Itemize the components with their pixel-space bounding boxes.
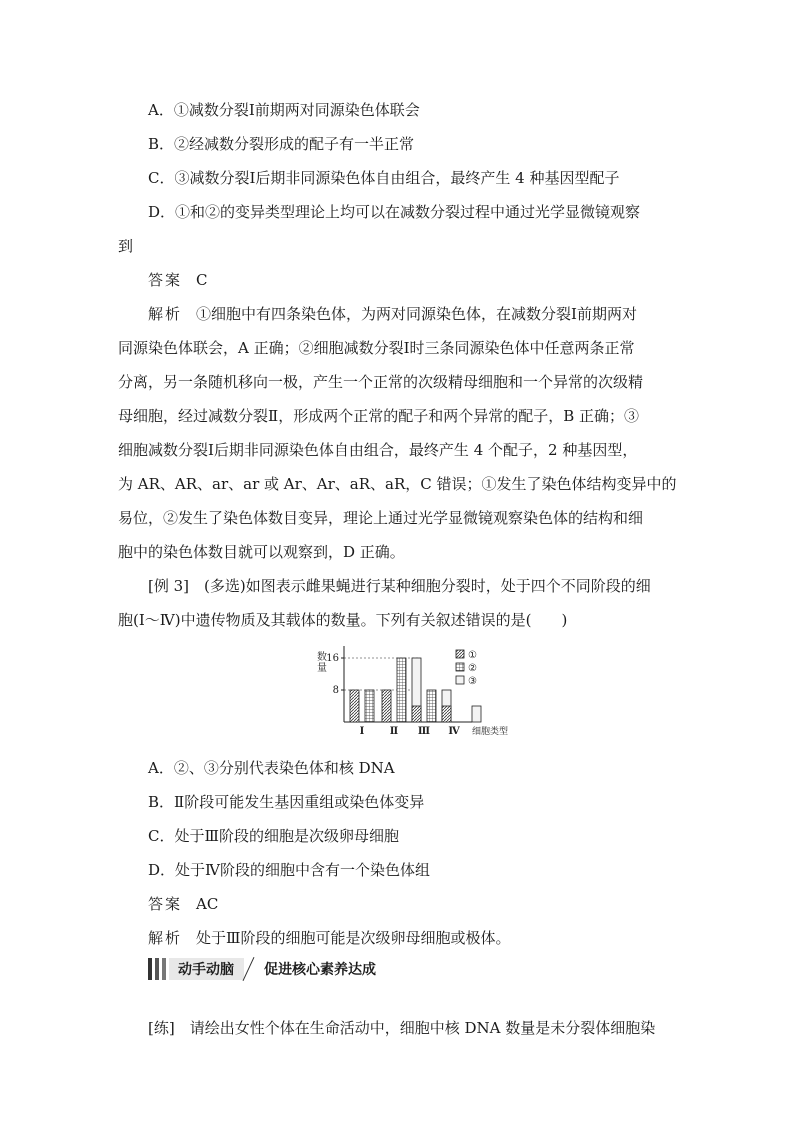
q2-analysis-line-2: 同源染色体联会，A 正确；②细胞减数分裂Ⅰ时三条同源染色体中任意两条正常 xyxy=(118,339,635,357)
q2-option-d-cont: 到 xyxy=(118,237,134,255)
x-tick-label: Ⅲ xyxy=(417,726,431,737)
x-tick-label: Ⅱ xyxy=(389,726,399,737)
q2-option-d: D．①和②的变异类型理论上均可以在减数分裂过程中通过光学显微镜观察 xyxy=(148,203,641,221)
bar xyxy=(382,690,391,722)
bar xyxy=(442,706,451,722)
q3-option-d: D．处于Ⅳ阶段的细胞中含有一个染色体组 xyxy=(148,861,431,879)
banner-label: 动手动脑 xyxy=(178,962,234,978)
bar xyxy=(427,690,436,722)
legend-swatch xyxy=(456,676,464,684)
analysis-text: ①细胞中有四条染色体，为两对同源染色体，在减数分裂Ⅰ前期两对 xyxy=(196,305,637,323)
q2-analysis-line-6: 为 AR、AR、ar、ar 或 Ar、Ar、aR、aR，C 错误；①发生了染色体结构变异中的 xyxy=(118,475,677,493)
q2-analysis-line-4: 母细胞，经过减数分裂Ⅱ，形成两个正常的配子和两个异常的配子，B 正确；③ xyxy=(118,407,639,425)
q2-analysis-line-7: 易位，②发生了染色体数目变异，理论上通过光学显微镜观察染色体的结构和细 xyxy=(118,509,644,527)
q2-answer xyxy=(148,270,208,290)
q2-analysis-line-5: 细胞减数分裂Ⅰ后期非同源染色体自由组合，最终产生 4 个配子，2 种基因型， xyxy=(118,441,638,459)
q2-option-c: C．③减数分裂Ⅰ后期非同源染色体自由组合，最终产生 4 种基因型配子 xyxy=(148,169,620,187)
analysis-text: 处于Ⅲ阶段的细胞可能是次级卵母细胞或极体。 xyxy=(196,929,511,947)
answer-value: C xyxy=(196,271,208,289)
q3-option-b: B．Ⅱ阶段可能发生基因重组或染色体变异 xyxy=(148,793,425,811)
q2-analysis-line-1 xyxy=(148,304,637,324)
banner-text: 促进核心素养达成 xyxy=(264,962,376,978)
legend-label: ③ xyxy=(468,676,477,687)
banner-divider xyxy=(244,958,258,980)
bar xyxy=(365,690,374,722)
q3-stem-line-1: [例 3] (多选)如图表示雌果蝇进行某种细胞分裂时，处于四个不同阶段的细 xyxy=(148,577,651,595)
y-tick-label: 8 xyxy=(332,685,339,696)
legend-label: ② xyxy=(468,663,477,674)
legend-label: ① xyxy=(468,650,477,661)
section-banner xyxy=(148,958,376,980)
bar xyxy=(397,658,406,722)
banner-label-box xyxy=(148,958,244,980)
bar-chart xyxy=(300,640,530,740)
bar xyxy=(472,706,481,722)
q2-analysis-line-3: 分离，另一条随机移向一极，产生一个正常的次级精母细胞和一个异常的次级精 xyxy=(118,373,644,391)
y-tick-label: 16 xyxy=(326,653,339,664)
analysis-label: 解析 xyxy=(148,929,183,947)
legend-swatch xyxy=(456,663,464,671)
x-axis-label: 细胞类型 xyxy=(472,727,509,737)
analysis-label: 解析 xyxy=(148,305,183,323)
legend-swatch xyxy=(456,650,464,658)
practice-line: [练] 请绘出女性个体在生命活动中，细胞中核 DNA 数量是未分裂体细胞染 xyxy=(148,1019,656,1037)
answer-label: 答案 xyxy=(148,895,183,913)
q2-option-a: A．①减数分裂Ⅰ前期两对同源染色体联会 xyxy=(148,101,420,119)
bar xyxy=(412,706,421,722)
answer-value: AC xyxy=(196,895,219,913)
q2-option-b: B．②经减数分裂形成的配子有一半正常 xyxy=(148,135,415,153)
x-tick-label: Ⅳ xyxy=(448,726,460,737)
q3-stem-line-2: 胞(Ⅰ～Ⅳ)中遗传物质及其载体的数量。下列有关叙述错误的是( ) xyxy=(118,611,568,629)
y-axis-label: 数量 xyxy=(317,652,327,674)
answer-label: 答案 xyxy=(148,271,183,289)
q3-answer xyxy=(148,894,218,914)
x-tick-label: Ⅰ xyxy=(359,726,365,737)
q3-option-c: C．处于Ⅲ阶段的细胞是次级卵母细胞 xyxy=(148,827,399,845)
q2-analysis-line-8: 胞中的染色体数目就可以观察到，D 正确。 xyxy=(118,543,405,561)
bar xyxy=(350,690,359,722)
q3-analysis xyxy=(148,928,510,948)
q3-option-a: A．②、③分别代表染色体和核 DNA xyxy=(148,759,395,777)
